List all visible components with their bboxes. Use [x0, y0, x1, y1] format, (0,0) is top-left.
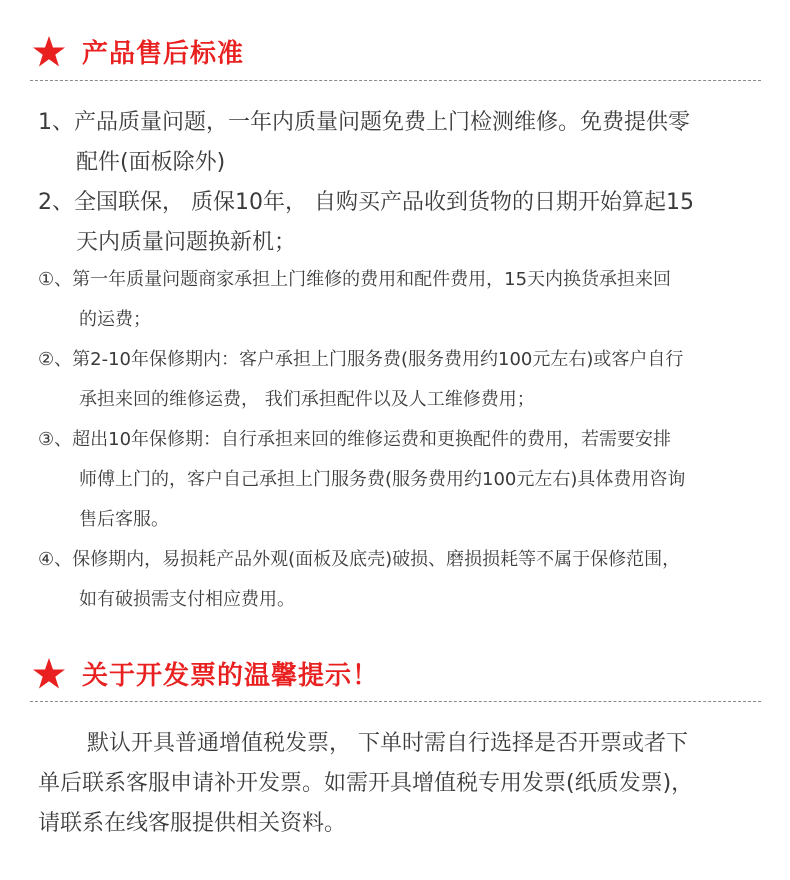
section-title: 产品售后标准	[82, 39, 245, 69]
item-line: ①、第一年质量问题商家承担上门维修的费用和配件费用，15天内换货承担来回	[38, 269, 672, 290]
section-header-invoice-tips	[32, 655, 379, 692]
item-line: 承担来回的维修运费， 我们承担配件以及人工维修费用；	[79, 389, 535, 410]
item-line: 师傅上门的，客户自己承担上门服务费(服务费用约100元左右)具体费用咨询	[79, 469, 686, 490]
paragraph-line: 单后联系客服申请补开发票。如需开具增值税专用发票(纸质发票)，	[38, 771, 694, 796]
list-item	[38, 260, 671, 340]
item-line: 的运费；	[79, 309, 151, 330]
star-icon	[32, 35, 66, 69]
list-item	[38, 420, 685, 540]
item-line: 如有破损需支付相应费用。	[79, 589, 295, 610]
divider	[30, 80, 761, 81]
paragraph-line: 默认开具普通增值税发票， 下单时需自行选择是否开票或者下	[87, 731, 688, 756]
item-line: ②、第2-10年保修期内：客户承担上门服务费(服务费用约100元左右)或客户自行	[38, 349, 684, 370]
star-icon	[32, 657, 66, 691]
item-line: ③、超出10年保修期：自行承担来回的维修运费和更换配件的费用，若需要安排	[38, 429, 672, 450]
paragraph-line: 请联系在线客服提供相关资料。	[38, 811, 347, 836]
list-item	[38, 103, 690, 183]
item-line: 配件(面板除外)	[76, 150, 226, 175]
section-header-after-sales	[32, 33, 244, 70]
item-line: 天内质量问题换新机；	[76, 230, 297, 255]
item-line: 售后客服。	[79, 509, 169, 530]
divider	[30, 701, 761, 702]
item-line: ④、保修期内，易损耗产品外观(面板及底壳)破损、磨损损耗等不属于保修范围，	[38, 549, 681, 570]
item-line: 2、全国联保， 质保10年， 自购买产品收到货物的日期开始算起15	[38, 190, 694, 215]
section-title: 关于开发票的温馨提示！	[82, 661, 380, 691]
list-item	[38, 540, 680, 620]
list-item	[38, 340, 683, 420]
item-line: 1、产品质量问题，一年内质量问题免费上门检测维修。免费提供零	[38, 110, 690, 135]
list-item	[38, 183, 694, 263]
invoice-paragraph	[38, 724, 693, 844]
